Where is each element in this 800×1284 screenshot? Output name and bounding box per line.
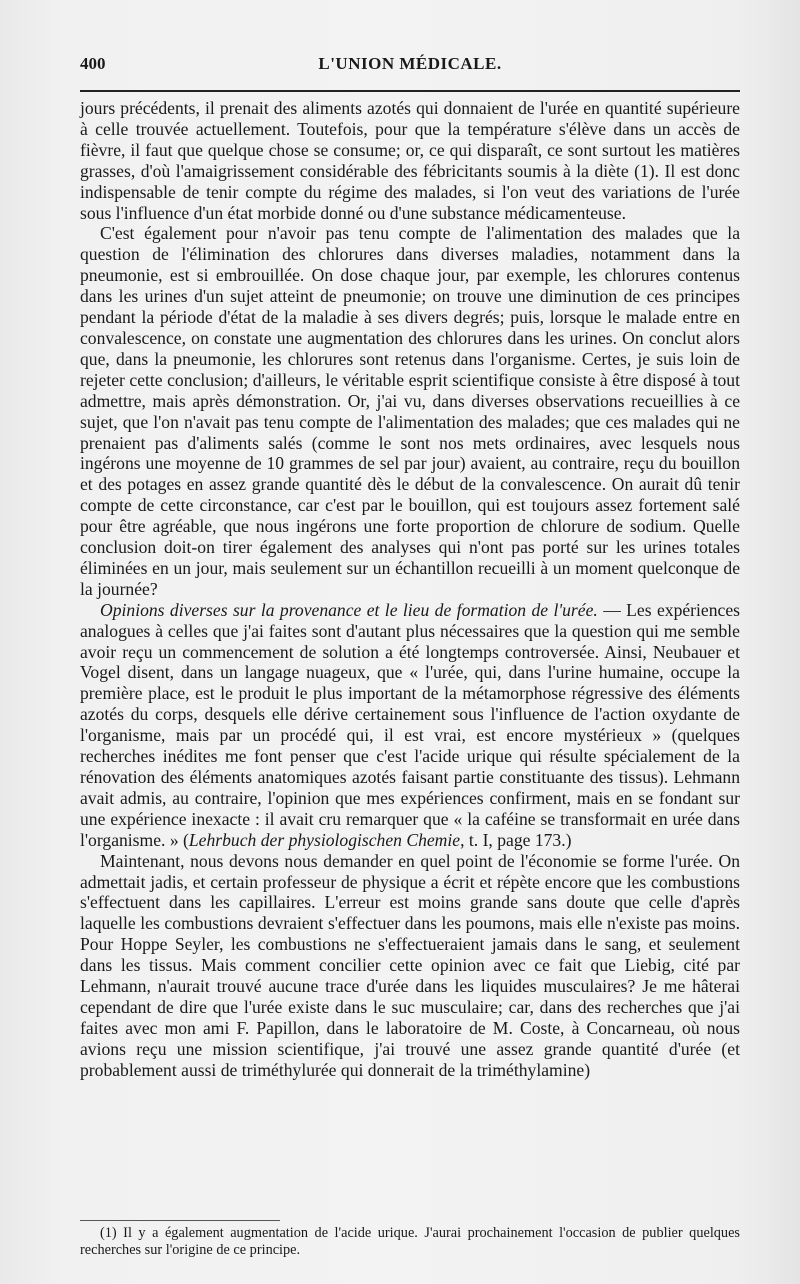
body-text: [80, 98, 740, 1081]
footnote-rule: [80, 1220, 280, 1221]
journal-title: L'UNION MÉDICALE.: [318, 54, 502, 73]
section-heading: Opinions diverses sur la provenance et le lieu de formation de l'urée.: [100, 599, 598, 620]
citation-page: , t. I, page 173.): [460, 829, 572, 850]
running-head: [80, 50, 740, 80]
paragraph-continued: jours précédents, il prenait des aliments azotés qui donnaient de l'urée en quantité supérieure à celle trouvée actuellement. Toutefois, pour que la température s'élève dans un accès de fièvre, il faut que quelque chose se consume; or, ce qui disparaît, ce sont surtout les matières grasses, d'où l'amaigrissement considérable des fébricitants soumis à la diète (1). Il est donc indispensable de tenir compte du régime des malades, si l'on veut des variations de l'urée sous l'influence d'un état morbide donné ou d'une substance médicamenteuse.: [80, 98, 740, 223]
paragraph-opinions: [80, 600, 740, 851]
paragraph-chlorures: C'est également pour n'avoir pas tenu compte de l'alimentation des malades que la question de l'élimination des chlorures dans diverses maladies, notamment dans la pneumonie, est si embrouillée. On dose chaque jour, par exemple, les chlorures contenus dans les urines d'un sujet atteint de pneumonie; on trouve une diminution de ces principes pendant la période d'état de la maladie à ses divers degrés; puis, lorsque le malade entre en convalescence, on constate une augmentation des chlorures dans les urines. On conclut alors que, dans la pneumonie, les chlorures sont retenus dans l'organisme. Certes, je suis loin de rejeter cette conclusion; d'ailleurs, le véritable esprit scientifique consiste à être disposé à tout admettre, mais après démonstration. Or, j'ai vu, dans diverses observations recueillies à ce sujet, que l'on n'avait pas tenu compte de l'alimentation des malades; que ces malades qui ne prenaient pas d'aliments salés (comme le sont nos mets ordinaires, avec lesquels nous ingérons une moyenne de 10 grammes de sel par jour) avaient, au contraire, reçu du bouillon et des potages en assez grande quantité dès le début de la convalescence. On aurait dû tenir compte de cette circonstance, car c'est par le bouillon, qui est toujours assez fortement salé pour être agréable, que nous ingérons une forte proportion de chlorure de sodium. Quelle conclusion doit-on tirer également des analyses qui n'ont pas porté sur les urines totales éliminées en un jour, mais seulement sur un échantillon recueilli à un moment quelconque de la journée?: [80, 223, 740, 599]
footnotes: [80, 1225, 740, 1259]
footnote-1: (1) Il y a également augmentation de l'acide urique. J'aurai prochainement l'occasion de publier quelques recherches sur l'origine de ce principe.: [80, 1225, 740, 1258]
book-title-citation: Lehrbuch der physiologischen Chemie: [188, 829, 461, 850]
paragraph-maintenant: Maintenant, nous devons nous demander en quel point de l'économie se forme l'urée. On admettait jadis, et certain professeur de physique a écrit et répète encore que les combustions s'effectuent dans les capillaires. L'erreur est moins grande sans doute que celle d'après laquelle les combustions devraient s'effectuer dans les poumons, mais elle n'existe pas moins. Pour Hoppe Seyler, les combustions ne s'effectueraient jamais dans le sang, et seulement dans les tissus. Mais comment concilier cette opinion avec ce fait que Liebig, cité par Lehmann, n'aurait trouvé aucune trace d'urée dans les liquides musculaires? Je me hâterai cependant de dire que l'urée existe dans le suc musculaire; car, dans des recherches que j'ai faites avec mon ami F. Papillon, dans le laboratoire de M. Coste, à Concarneau, où nous avions reçu une mission scientifique, j'ai trouvé une assez grande quantité d'urée (et probablement aussi de triméthylurée qui donnerait de la triméthylamine): [80, 850, 740, 1080]
page-number: 400: [80, 54, 106, 73]
header-rule: [80, 90, 740, 92]
paragraph-opinions-text: — Les expériences analogues à celles que j'ai faites sont d'autant plus nécessaires que la question qui me semble avoir reçu un commencement de solution a été longtemps controversée. Ainsi, Neubauer et Vogel disent, dans un langage nuageux, que « l'urée, qui, dans l'urine humaine, occupe la première place, est le produit le plus important de la métamorphose régressive des éléments azotés du corps, desquels elle dérive certainement sous l'influence de l'action oxydante de l'organisme, mais par un procédé qui, il est vrai, est encore mystérieux » (quelques recherches inédites me font penser que c'est l'acide urique qui résulte spécialement de la rénovation des éléments anatomiques azotés faisant partie constituante des tissus). Lehmann avait admis, au contraire, l'opinion que mes expériences confirment, mais en se fondant sur une expérience inexacte : il avait cru remarquer que « la caféine se transformait en urée dans l'organisme. » (: [80, 599, 741, 850]
